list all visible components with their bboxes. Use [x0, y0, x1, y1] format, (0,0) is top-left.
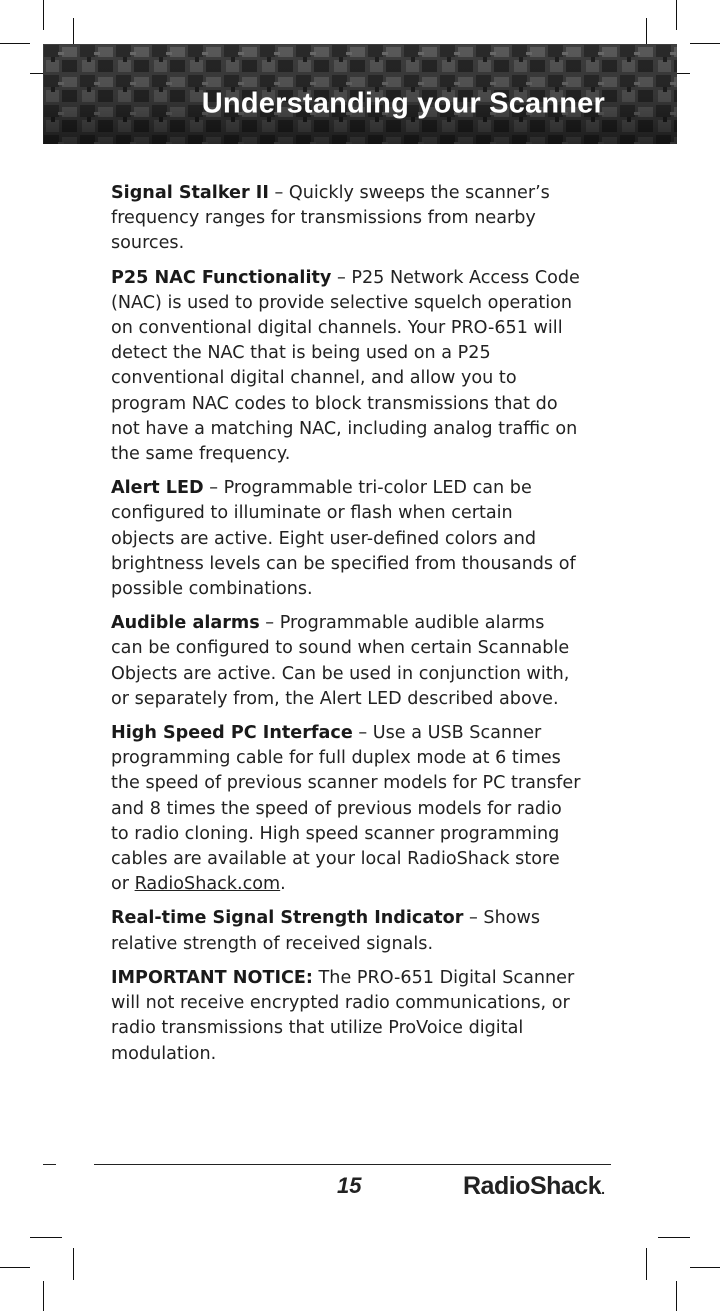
crop-mark	[690, 1267, 720, 1268]
footer-rule	[94, 1164, 611, 1165]
crop-mark	[43, 1281, 44, 1311]
radioshack-link[interactable]: RadioShack.com	[134, 874, 281, 895]
crop-mark	[676, 1281, 677, 1311]
crop-mark	[676, 0, 677, 30]
crop-mark	[30, 1237, 62, 1238]
notice-label: IMPORTANT NOTICE:	[111, 967, 313, 988]
feature-paragraph	[111, 611, 581, 712]
brand-mark: .	[601, 1181, 605, 1197]
feature-term: Audible alarms	[111, 613, 260, 634]
feature-description: – P25 Network Access Code (NAC) is used to provide selective squelch operation on conventional digital channels. Your PRO-651 will detect the NAC that is being used on a P25 conventional digital channel, and allow you to program NAC codes to block transmissions that do not have a matching NAC, including analog traffic on the same frequency.	[111, 267, 580, 465]
feature-list	[111, 181, 581, 1076]
notice-text: The PRO-651 Digital Scanner will not receive encrypted radio communications, or radio transmissions that utilize ProVoice digital modulation.	[111, 967, 575, 1064]
important-notice	[111, 966, 581, 1067]
header-banner	[43, 44, 677, 144]
feature-term: P25 NAC Functionality	[111, 267, 332, 288]
crop-mark	[690, 43, 720, 44]
brand-name: RadioShack	[463, 1172, 602, 1200]
crop-mark	[658, 1237, 690, 1238]
crop-mark	[646, 1248, 647, 1280]
feature-term: Signal Stalker II	[111, 183, 269, 203]
feature-description: – Programmable audible alarms can be configured to sound when certain Scannable Objects are active. Can be used in conjunction with, or separately from, the Alert LED described above.	[111, 613, 570, 709]
crop-mark	[73, 1248, 74, 1280]
radioshack-logo	[463, 1172, 605, 1201]
feature-paragraph	[111, 476, 581, 602]
feature-paragraph	[111, 721, 581, 897]
feature-paragraph	[111, 906, 581, 956]
page-number: 15	[337, 1173, 362, 1198]
crop-mark	[0, 43, 30, 44]
sentence-end: .	[280, 874, 286, 895]
footer-dash	[43, 1164, 56, 1165]
feature-term: Alert LED	[111, 478, 204, 499]
crop-mark	[0, 1267, 30, 1268]
page-title: Understanding your Scanner	[201, 87, 605, 120]
crop-mark	[43, 0, 44, 30]
feature-description: – Quickly sweeps the scanner’s frequency ranges for transmissions from nearby sources.	[111, 183, 550, 254]
feature-term: Real-time Signal Strength Indicator	[111, 908, 464, 929]
feature-paragraph	[111, 266, 581, 468]
feature-term: High Speed PC Interface	[111, 723, 353, 744]
feature-description: – Programmable tri-color LED can be configured to illuminate or flash when certain objects are active. Eight user-defined colors and brightness levels can be specified from thousands of possible combinations.	[111, 478, 576, 600]
feature-description: – Use a USB Scanner programming cable for full duplex mode at 6 times the speed of previous scanner models for PC transfer and 8 times the speed of previous models for radio to radio cloning. High speed scanner programming cables are available at your local RadioShack store or	[111, 723, 581, 895]
feature-paragraph	[111, 181, 581, 257]
feature-description: – Shows relative strength of received signals.	[111, 908, 541, 954]
